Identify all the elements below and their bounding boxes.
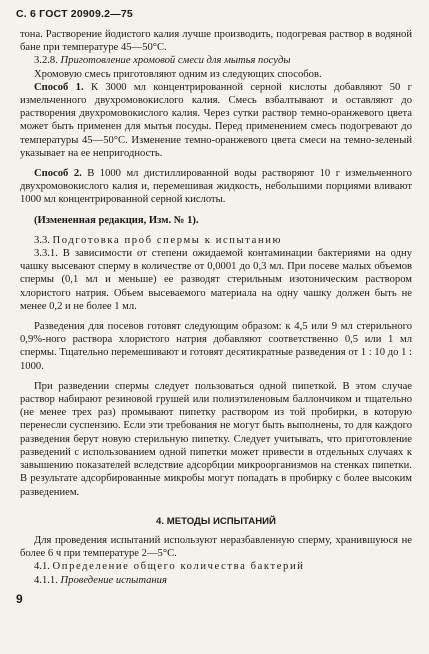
clause-number: 3.2.8.	[34, 55, 58, 67]
clause-number: 4.1.1.	[34, 574, 58, 586]
paragraph: Разведения для посевов готовят следующим образом: к 4,5 или 9 мл стерильного 0,9%-ного раствора хлористого натрия добавляют соответственно 0,5 или 1 мл спермы. Тщательно перемешивают и готовят десятикратные разведения от 1 : 10 до 1 : 1000.	[20, 321, 412, 372]
paragraph: При разведении спермы следует пользоваться одной пипеткой. В этом случае раствор набирают резиновой грушей или полиэтиленовым баллончиком и тщательно (не менее трех раз) промывают пипетку раствором из той пробирки, в которую перенесли суспензию. Если эти требования не могут быть выполнены, то для каждого разведения берут новую стерильную пипетку. Следует учитывать, что приготовление разведений с использованием одной пипетки может привести в отдельных случаях к завышению показателей вследствие адсорбции микроорганизмов на стенках пипетки. В результате адсорбированные микробы могут попадать в пробирку с более высоким разведением.	[20, 380, 412, 498]
subsection-heading	[20, 574, 412, 587]
clause-title: Проведение испытания	[60, 574, 167, 586]
amendment-note: (Измененная редакция, Изм. № 1).	[34, 214, 199, 226]
subsection-heading	[20, 54, 412, 67]
section-title: 4. МЕТОДЫ ИСПЫТАНИЙ	[156, 515, 276, 527]
method-label: Способ 1.	[34, 81, 84, 93]
page-header: С. 6 ГОСТ 20909.2—75	[16, 8, 133, 20]
method-text: В 1000 мл дистиллированной воды растворяют 10 г измельченного двухромовокислого калия и, перемешивая жидкость, небольшими порциями вливают 1000 мл концентрированной серной кислоты.	[20, 168, 412, 206]
body-text	[20, 28, 412, 587]
paragraph: тона. Растворение йодистого калия лучше производить, подогревая раствор в водяной бане при температуре 45—50°С.	[20, 29, 412, 54]
subsection-heading	[20, 560, 412, 573]
paragraph-method-1	[20, 81, 412, 160]
paragraph: Хромовую смесь приготовляют одним из следующих способов.	[34, 68, 322, 80]
method-text: К 3000 мл концентрированной серной кислоты добавляют 50 г измельченного двухромовокислого калия. Смесь взбалтывают и оставляют до растворения двухромовокислого калия. Через сутки раствор темно-оранжевого цвета может быть применен для мытья посуды. Перед применением смесь подогревают до температуры 45—50°С. Изменение темно-оранжевого цвета смеси на темно-зеленый указывает на ее непригодность.	[20, 81, 412, 159]
paragraph: 3.3.1. В зависимости от степени ожидаемой контаминации бактериями на одну чашку высевают сперму в количестве от 0,0001 до 0,3 мл. При посеве малых объемов спермы (0,1 мл и меньше) ее разводят стерильным изотоническим раствором хлористого натрия. Объем высеваемого материала на одну чашку должен быть не менее 0,2 и не более 1 мл.	[20, 248, 412, 312]
paragraph: Для проведения испытаний используют неразбавленную сперму, хранившуюся не более 6 ч при температуре 2—5°С.	[20, 534, 412, 560]
subsection-heading	[20, 234, 412, 247]
method-label: Способ 2.	[34, 168, 82, 180]
clause-title: Определение общего количества бактерий	[52, 561, 305, 573]
clause-title: Подготовка проб спермы к испытанию	[52, 234, 282, 246]
clause-number: 4.1.	[34, 561, 50, 573]
page-number: 9	[16, 592, 23, 606]
clause-title: Приготовление хромовой смеси для мытья посуды	[60, 55, 291, 67]
paragraph-method-2	[20, 167, 412, 207]
clause-number: 3.3.	[34, 234, 50, 246]
